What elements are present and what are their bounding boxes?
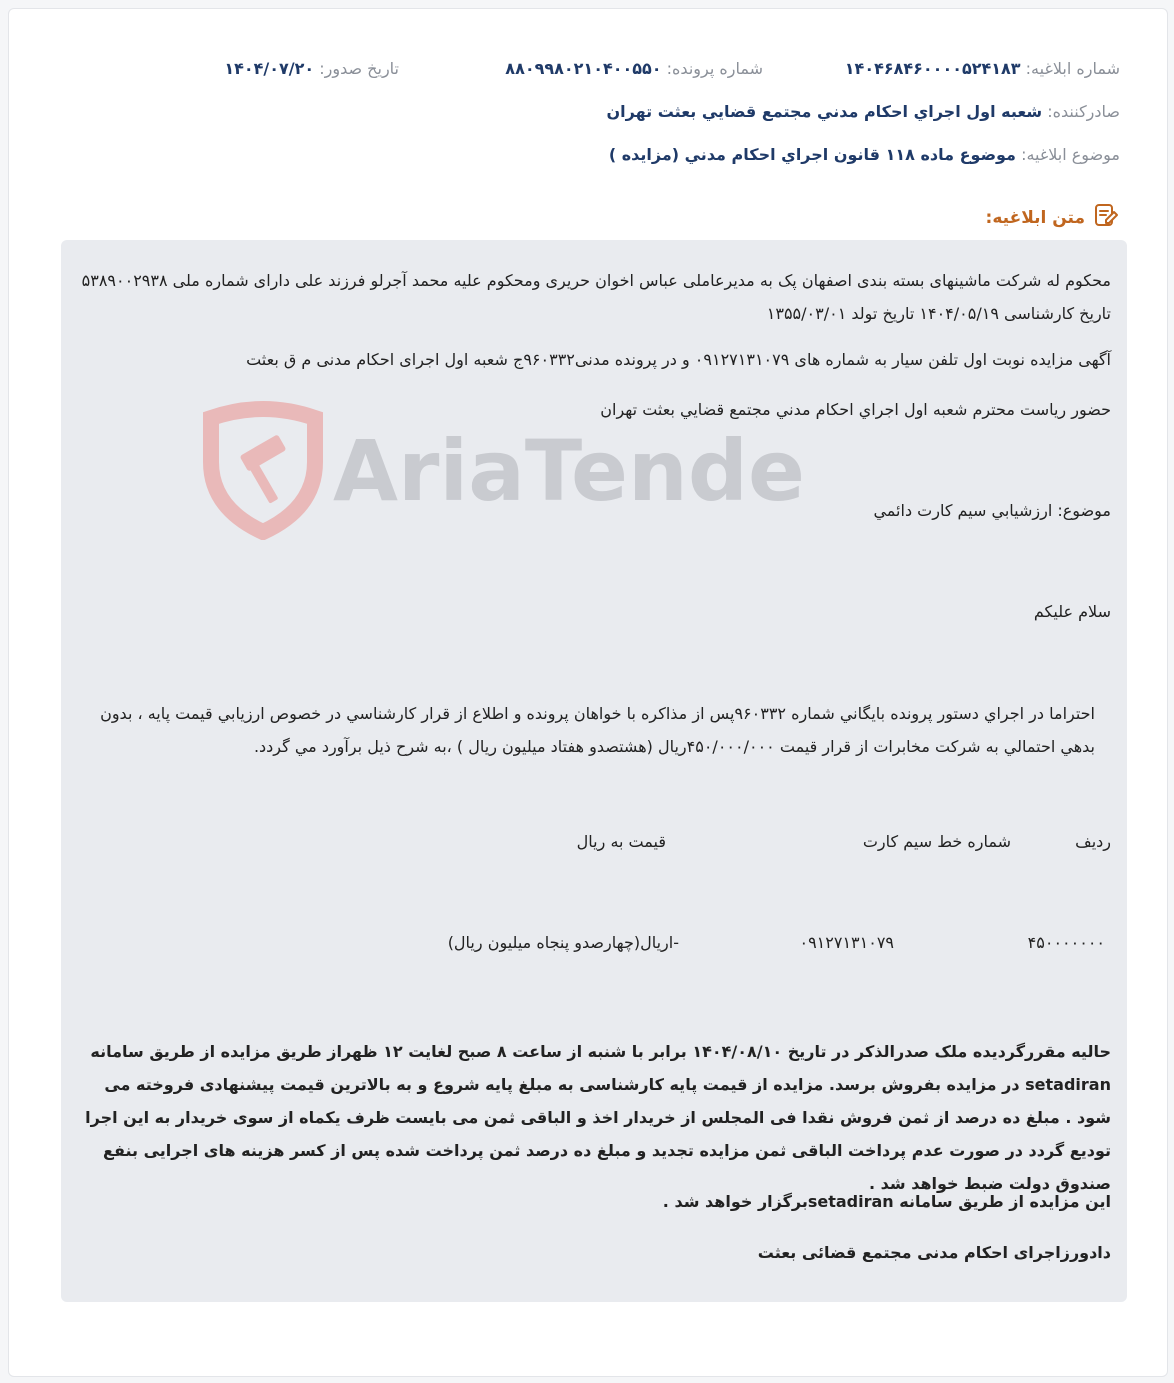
notice-number-label: شماره ابلاغیه: (1025, 59, 1120, 78)
meta-row (56, 59, 1120, 83)
paragraph-valuation: احتراما در اجراي دستور پرونده بايگاني شماره ۹۶۰۳۳۲پس از مذاكره با خواهان پرونده و اطلاع از قرار كارشناسي در خصوص ارزيابي قيمت پايه ، بدون بدهي احتمالي به شركت مخابرات از قرار قيمت ۴۵۰/۰۰۰/۰۰۰ريال (هشتصدو هفتاد ميليون ريال ) ،به شرح ذيل برآورد مي گردد. (100, 704, 1095, 756)
paragraph-addressee: حضور رياست محترم شعبه اول اجراي احكام مدني مجتمع قضايي بعثت تهران (600, 400, 1111, 419)
issue-date-value: ۱۴۰۴/۰۷/۲۰ (224, 59, 315, 78)
paragraph-greeting: سلام عليكم (1033, 602, 1111, 621)
table-cell-row-number: ۴۵۰۰۰۰۰۰۰ (1027, 933, 1105, 952)
issue-date-label: تاریخ صدور: (319, 59, 399, 78)
issuer-value: شعبه اول اجراي احكام مدني مجتمع قضايي بعثت تهران (606, 102, 1043, 121)
notice-text-heading-label: متن ابلاغیه: (985, 207, 1085, 228)
notice-number (845, 59, 1120, 78)
paragraph-auction-platform: این مزایده از طریق سامانه setadiranبرگزار خواهد شد . (662, 1192, 1111, 1211)
watermark-text: AriaTende (333, 422, 805, 520)
case-number-value: ۸۸۰۹۹۸۰۲۱۰۴۰۰۵۵۰ (505, 59, 662, 78)
paragraph-auction-terms: حالیه مقررگردیده ملک صدرالذکر در تاریخ ۱۴۰۴/۰۸/۱۰ برابر با شنبه از ساعت ۸ صبح لغایت ۱۲ ظهراز طریق مزایده از طریق سامانه setadiran در مزایده بفروش برسد. مزایده از قیمت پایه کارشناسی به مبلغ پایه شروع و به بالاترین قیمت پیشنهادی فروخته می شود . مبلغ ده درصد از ثمن فروش نقدا فی المجلس از خریدار اخذ و الباقی ثمن می بایست ظرف یکماه از سوی خریدار به این اجرا تودیع گردد در صورت عدم پرداخت الباقی ثمن مزایده تجدید و مبلغ ده درصد ثمن پرداخت شده پس از کسر هزینه های اجرایی بنفع صندوق دولت ضبط خواهد شد . (85, 1042, 1111, 1193)
case-number (505, 59, 763, 78)
notice-text-heading (986, 202, 1119, 233)
document-edit-icon (1093, 202, 1119, 233)
table-header-price: قيمت به ريال (576, 832, 666, 851)
subject-row (56, 145, 1120, 169)
notice-number-value: ۱۴۰۴۶۸۴۶۰۰۰۰۵۲۴۱۸۳ (844, 59, 1021, 78)
table-header-row-number: رديف (1075, 832, 1111, 851)
subject-label: موضوع ابلاغیه: (1021, 145, 1120, 164)
issuer-row (56, 102, 1120, 126)
paragraph-auction-notice: آگهی مزایده نوبت اول تلفن سیار به شماره های ۰۹۱۲۷۱۳۱۰۷۹ و در پرونده مدنی۹۶۰۳۳۲ج شعبه اول اجرای احکام مدنی م ق بعثت (246, 350, 1111, 369)
issue-date (224, 59, 399, 78)
page (8, 8, 1168, 1377)
notice-body (61, 240, 1127, 1302)
signature-line: دادورزاجرای احکام مدنی مجتمع قضائی بعثت (757, 1243, 1111, 1262)
issuer-label: صادرکننده: (1047, 102, 1120, 121)
table-cell-price: -اريال(چهارصدو پنجاه ميليون ريال) (447, 933, 679, 952)
case-number-label: شماره پرونده: (666, 59, 763, 78)
subject-value: موضوع ماده ۱۱۸ قانون اجراي احكام مدني (مزايده ) (608, 145, 1016, 164)
table-header-line-number: شماره خط سيم كارت (862, 832, 1011, 851)
paragraph-subject: موضوع: ارزشيابي سيم كارت دائمي (873, 501, 1111, 520)
paragraph-parties: محکوم له شرکت ماشینهای بسته بندی اصفهان پک به مدیرعاملی عباس اخوان حریری ومحکوم علیه محمد آجرلو فرزند علی دارای شماره ملی ۵۳۸۹۰۰۲۹۳۸ تاریخ کارشناسی ۱۴۰۴/۰۵/۱۹ تاریخ تولد ۱۳۵۵/۰۳/۰۱ (81, 271, 1111, 323)
table-cell-line-number: ۰۹۱۲۷۱۳۱۰۷۹ (799, 933, 894, 952)
